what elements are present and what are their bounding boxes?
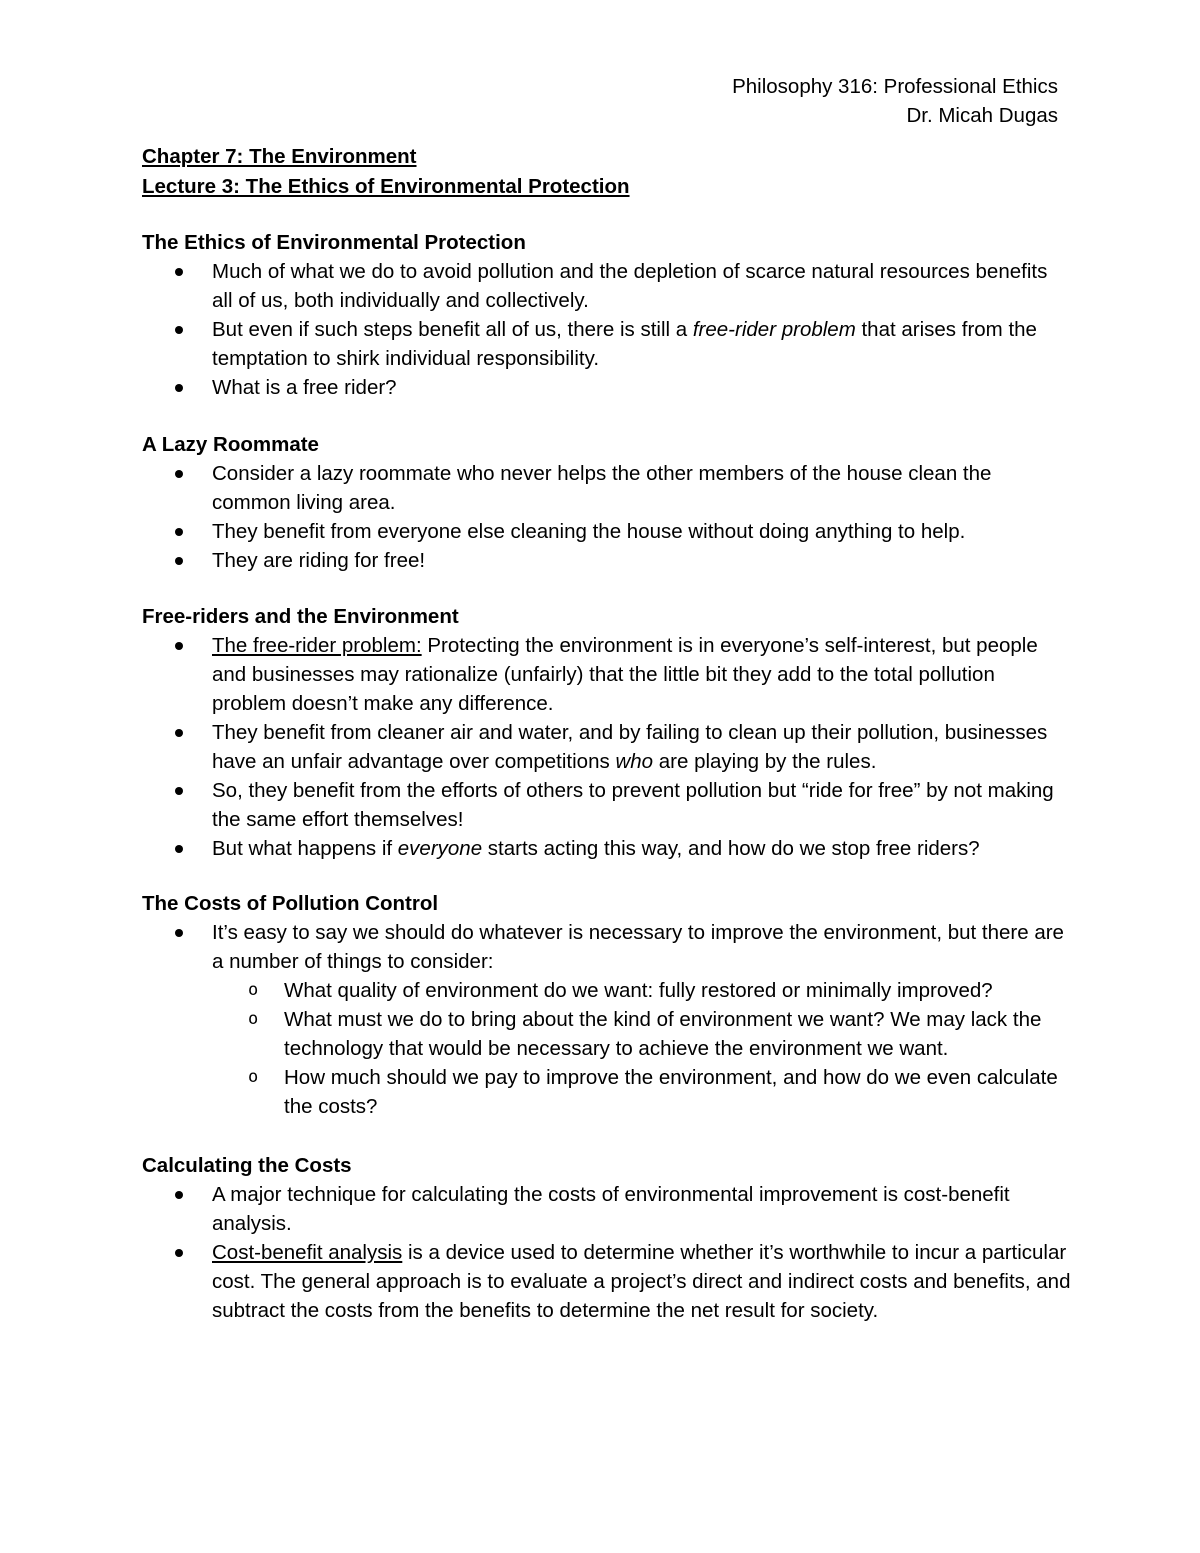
chapter-title: Chapter 7: The Environment: [142, 145, 417, 168]
bullet-list: [142, 631, 1072, 863]
section-heading: Calculating the Costs: [142, 1154, 352, 1177]
list-item: What is a free rider?: [142, 373, 1072, 402]
list-item: Much of what we do to avoid pollution and the depletion of scarce natural resources benefits all of us, both individually and collectively.: [142, 257, 1072, 315]
section-heading: The Costs of Pollution Control: [142, 892, 439, 915]
defined-term: The free-rider problem:: [212, 634, 422, 657]
list-item: A major technique for calculating the costs of environmental improvement is cost-benefit analysis.: [142, 1180, 1072, 1238]
list-item: So, they benefit from the efforts of others to prevent pollution but “ride for free” by not making the same effort themselves!: [142, 776, 1072, 834]
instructor-name: Dr. Micah Dugas: [906, 104, 1058, 127]
sub-list-item: o What quality of environment do we want: fully restored or minimally improved?: [212, 976, 1072, 1005]
emphasis-term: everyone: [397, 837, 483, 860]
section-calculating: [142, 1151, 1072, 1325]
bullet-list: [142, 1180, 1072, 1325]
section-freeriders: [142, 602, 1072, 863]
section-ethics: [142, 228, 1072, 402]
sub-list: [212, 976, 1072, 1121]
list-item: They are riding for free!: [142, 546, 1072, 575]
section-roommate: [142, 430, 1072, 575]
list-item: The free-rider problem: Protecting the environment is in everyone’s self-interest, but people and businesses may rationalize (unfairly) that the little bit they add to the total pollution problem doesn’t make any difference.: [142, 631, 1072, 718]
emphasis-term: free-rider problem: [692, 318, 856, 341]
list-item: They benefit from everyone else cleaning the house without doing anything to help.: [142, 517, 1072, 546]
section-heading: Free-riders and the Environment: [142, 605, 459, 628]
section-heading: A Lazy Roommate: [142, 433, 319, 456]
list-item: Cost-benefit analysis is a device used to determine whether it’s worthwhile to incur a particular cost. The general approach is to evaluate a project’s direct and indirect costs and benefits, and subtract the costs from the benefits to determine the net result for society.: [142, 1238, 1072, 1325]
section-heading: The Ethics of Environmental Protection: [142, 231, 526, 254]
sub-list-item: o What must we do to bring about the kind of environment we want? We may lack the technology that would be necessary to achieve the environment we want.: [212, 1005, 1072, 1063]
list-item: Consider a lazy roommate who never helps the other members of the house clean the common living area.: [142, 459, 1072, 517]
lecture-title: Lecture 3: The Ethics of Environmental Protection: [142, 174, 630, 198]
list-item: But even if such steps benefit all of us, there is still a free-rider problem that arises from the temptation to shirk individual responsibility.: [142, 315, 1072, 373]
emphasis-term: who: [615, 750, 654, 773]
bullet-list: [142, 918, 1072, 1121]
bullet-list: [142, 257, 1072, 402]
list-item: It’s easy to say we should do whatever is necessary to improve the environment, but there are a number of things to consider: o What quality of environment do we want: fully restored or minimally improved? o What must we do to bring about the kind of environment we want? We may lack the technology that would be necessary to achieve the environment we want. o How much should we pay to improve the environment, and how do we even calculate the costs?: [142, 918, 1072, 1121]
lecture-titles: [142, 142, 630, 201]
defined-term: Cost-benefit analysis: [212, 1241, 403, 1264]
list-item: They benefit from cleaner air and water, and by failing to clean up their pollution, businesses have an unfair advantage over competitions who are playing by the rules.: [142, 718, 1072, 776]
bullet-list: [142, 459, 1072, 575]
section-costs: [142, 889, 1072, 1121]
sub-list-item: o How much should we pay to improve the environment, and how do we even calculate the costs?: [212, 1063, 1072, 1121]
list-item: But what happens if everyone starts acting this way, and how do we stop free riders?: [142, 834, 1072, 863]
document-header: [732, 72, 1058, 130]
course-title: Philosophy 316: Professional Ethics: [732, 75, 1058, 98]
